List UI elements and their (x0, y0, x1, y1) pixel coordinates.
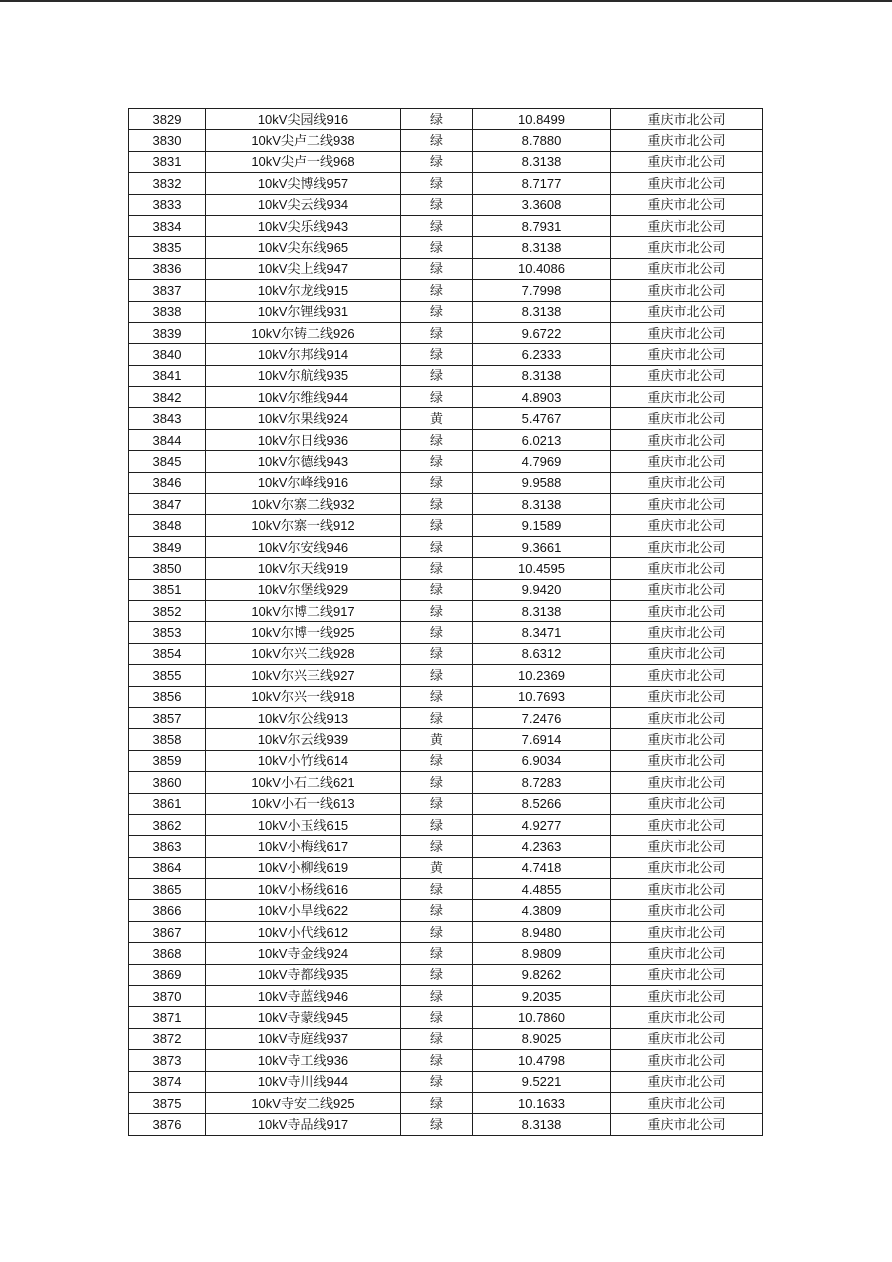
company-cell: 重庆市北公司 (611, 151, 763, 172)
line-name-cell: 10kV寺川线944 (206, 1071, 401, 1092)
value-cell: 8.3138 (473, 365, 611, 386)
status-cell: 绿 (401, 900, 473, 921)
table-row (129, 836, 763, 857)
table-row (129, 943, 763, 964)
line-name-cell: 10kV尔峰线916 (206, 472, 401, 493)
status-cell: 绿 (401, 558, 473, 579)
value-cell: 8.3138 (473, 301, 611, 322)
table-row (129, 1028, 763, 1049)
line-name-cell: 10kV寺金线924 (206, 943, 401, 964)
row-id-cell: 3841 (129, 365, 206, 386)
value-cell: 8.9809 (473, 943, 611, 964)
company-cell: 重庆市北公司 (611, 109, 763, 130)
row-id-cell: 3858 (129, 729, 206, 750)
row-id-cell: 3855 (129, 665, 206, 686)
table-row (129, 558, 763, 579)
table-row (129, 986, 763, 1007)
status-cell: 绿 (401, 494, 473, 515)
company-cell: 重庆市北公司 (611, 772, 763, 793)
table-row (129, 194, 763, 215)
company-cell: 重庆市北公司 (611, 879, 763, 900)
status-cell: 绿 (401, 943, 473, 964)
line-name-cell: 10kV寺工线936 (206, 1050, 401, 1071)
value-cell: 8.7931 (473, 215, 611, 236)
status-cell: 绿 (401, 130, 473, 151)
line-name-cell: 10kV尔博二线917 (206, 600, 401, 621)
line-name-cell: 10kV小代线612 (206, 921, 401, 942)
table-row (129, 579, 763, 600)
value-cell: 4.9277 (473, 814, 611, 835)
line-name-cell: 10kV小梅线617 (206, 836, 401, 857)
line-name-cell: 10kV尔兴二线928 (206, 643, 401, 664)
row-id-cell: 3835 (129, 237, 206, 258)
company-cell: 重庆市北公司 (611, 215, 763, 236)
table-row (129, 814, 763, 835)
value-cell: 10.2369 (473, 665, 611, 686)
company-cell: 重庆市北公司 (611, 729, 763, 750)
status-cell: 绿 (401, 536, 473, 557)
table-row (129, 1092, 763, 1113)
row-id-cell: 3872 (129, 1028, 206, 1049)
company-cell: 重庆市北公司 (611, 558, 763, 579)
status-cell: 绿 (401, 879, 473, 900)
value-cell: 9.1589 (473, 515, 611, 536)
line-name-cell: 10kV尔兴三线927 (206, 665, 401, 686)
table-row (129, 879, 763, 900)
status-cell: 绿 (401, 109, 473, 130)
company-cell: 重庆市北公司 (611, 494, 763, 515)
row-id-cell: 3864 (129, 857, 206, 878)
value-cell: 6.0213 (473, 429, 611, 450)
value-cell: 10.4086 (473, 258, 611, 279)
company-cell: 重庆市北公司 (611, 1114, 763, 1135)
status-cell: 绿 (401, 665, 473, 686)
value-cell: 4.7418 (473, 857, 611, 878)
table-row (129, 494, 763, 515)
line-name-cell: 10kV小石一线613 (206, 793, 401, 814)
status-cell: 绿 (401, 622, 473, 643)
line-name-cell: 10kV尔云线939 (206, 729, 401, 750)
company-cell: 重庆市北公司 (611, 1071, 763, 1092)
table-row (129, 1050, 763, 1071)
status-cell: 绿 (401, 451, 473, 472)
company-cell: 重庆市北公司 (611, 1092, 763, 1113)
line-name-cell: 10kV寺庭线937 (206, 1028, 401, 1049)
row-id-cell: 3865 (129, 879, 206, 900)
row-id-cell: 3834 (129, 215, 206, 236)
row-id-cell: 3863 (129, 836, 206, 857)
line-name-cell: 10kV尔堡线929 (206, 579, 401, 600)
line-name-cell: 10kV尔德线943 (206, 451, 401, 472)
row-id-cell: 3832 (129, 173, 206, 194)
company-cell: 重庆市北公司 (611, 365, 763, 386)
company-cell: 重庆市北公司 (611, 707, 763, 728)
line-name-cell: 10kV尖博线957 (206, 173, 401, 194)
company-cell: 重庆市北公司 (611, 857, 763, 878)
status-cell: 绿 (401, 921, 473, 942)
company-cell: 重庆市北公司 (611, 322, 763, 343)
row-id-cell: 3847 (129, 494, 206, 515)
company-cell: 重庆市北公司 (611, 943, 763, 964)
value-cell: 4.3809 (473, 900, 611, 921)
value-cell: 10.4595 (473, 558, 611, 579)
value-cell: 10.7860 (473, 1007, 611, 1028)
company-cell: 重庆市北公司 (611, 600, 763, 621)
company-cell: 重庆市北公司 (611, 301, 763, 322)
company-cell: 重庆市北公司 (611, 1007, 763, 1028)
company-cell: 重庆市北公司 (611, 643, 763, 664)
value-cell: 9.2035 (473, 986, 611, 1007)
status-cell: 绿 (401, 1071, 473, 1092)
row-id-cell: 3829 (129, 109, 206, 130)
status-cell: 绿 (401, 237, 473, 258)
table-row (129, 900, 763, 921)
table-row (129, 921, 763, 942)
company-cell: 重庆市北公司 (611, 344, 763, 365)
status-cell: 绿 (401, 579, 473, 600)
status-cell: 绿 (401, 429, 473, 450)
value-cell: 9.9420 (473, 579, 611, 600)
status-cell: 绿 (401, 600, 473, 621)
value-cell: 8.9025 (473, 1028, 611, 1049)
table-row (129, 408, 763, 429)
value-cell: 9.8262 (473, 964, 611, 985)
line-name-cell: 10kV尔兴一线918 (206, 686, 401, 707)
row-id-cell: 3854 (129, 643, 206, 664)
row-id-cell: 3853 (129, 622, 206, 643)
row-id-cell: 3838 (129, 301, 206, 322)
row-id-cell: 3833 (129, 194, 206, 215)
value-cell: 7.6914 (473, 729, 611, 750)
status-cell: 绿 (401, 1007, 473, 1028)
company-cell: 重庆市北公司 (611, 237, 763, 258)
status-cell: 绿 (401, 1028, 473, 1049)
table-row (129, 322, 763, 343)
table-row (129, 600, 763, 621)
company-cell: 重庆市北公司 (611, 964, 763, 985)
company-cell: 重庆市北公司 (611, 793, 763, 814)
company-cell: 重庆市北公司 (611, 451, 763, 472)
row-id-cell: 3849 (129, 536, 206, 557)
row-id-cell: 3866 (129, 900, 206, 921)
line-name-cell: 10kV尔铸二线926 (206, 322, 401, 343)
line-name-cell: 10kV小柳线619 (206, 857, 401, 878)
value-cell: 10.7693 (473, 686, 611, 707)
line-name-cell: 10kV尖东线965 (206, 237, 401, 258)
line-name-cell: 10kV尔寨二线932 (206, 494, 401, 515)
row-id-cell: 3873 (129, 1050, 206, 1071)
table-row (129, 1007, 763, 1028)
table-row (129, 344, 763, 365)
line-name-cell: 10kV尖园线916 (206, 109, 401, 130)
company-cell: 重庆市北公司 (611, 622, 763, 643)
line-name-cell: 10kV寺都线935 (206, 964, 401, 985)
table-row (129, 665, 763, 686)
company-cell: 重庆市北公司 (611, 408, 763, 429)
status-cell: 绿 (401, 344, 473, 365)
table-row (129, 686, 763, 707)
line-name-cell: 10kV尔安线946 (206, 536, 401, 557)
row-id-cell: 3848 (129, 515, 206, 536)
page-top-border (0, 0, 892, 2)
company-cell: 重庆市北公司 (611, 921, 763, 942)
status-cell: 黄 (401, 408, 473, 429)
value-cell: 4.2363 (473, 836, 611, 857)
row-id-cell: 3840 (129, 344, 206, 365)
value-cell: 3.3608 (473, 194, 611, 215)
table-row (129, 772, 763, 793)
status-cell: 黄 (401, 857, 473, 878)
row-id-cell: 3862 (129, 814, 206, 835)
line-name-cell: 10kV尖云线934 (206, 194, 401, 215)
line-name-cell: 10kV尔果线924 (206, 408, 401, 429)
value-cell: 8.3138 (473, 151, 611, 172)
line-name-cell: 10kV寺蒙线945 (206, 1007, 401, 1028)
status-cell: 绿 (401, 472, 473, 493)
company-cell: 重庆市北公司 (611, 429, 763, 450)
value-cell: 8.5266 (473, 793, 611, 814)
line-name-cell: 10kV尔公线913 (206, 707, 401, 728)
value-cell: 10.8499 (473, 109, 611, 130)
status-cell: 绿 (401, 814, 473, 835)
status-cell: 绿 (401, 750, 473, 771)
row-id-cell: 3846 (129, 472, 206, 493)
company-cell: 重庆市北公司 (611, 900, 763, 921)
value-cell: 8.9480 (473, 921, 611, 942)
table-row (129, 536, 763, 557)
table-row (129, 365, 763, 386)
status-cell: 绿 (401, 173, 473, 194)
table-row (129, 130, 763, 151)
company-cell: 重庆市北公司 (611, 750, 763, 771)
company-cell: 重庆市北公司 (611, 258, 763, 279)
table-row (129, 643, 763, 664)
value-cell: 7.7998 (473, 280, 611, 301)
line-name-cell: 10kV寺品线917 (206, 1114, 401, 1135)
company-cell: 重庆市北公司 (611, 579, 763, 600)
status-cell: 绿 (401, 707, 473, 728)
power-line-table (128, 108, 763, 1136)
value-cell: 10.4798 (473, 1050, 611, 1071)
line-name-cell: 10kV尖乐线943 (206, 215, 401, 236)
value-cell: 7.2476 (473, 707, 611, 728)
company-cell: 重庆市北公司 (611, 665, 763, 686)
company-cell: 重庆市北公司 (611, 472, 763, 493)
row-id-cell: 3842 (129, 387, 206, 408)
company-cell: 重庆市北公司 (611, 836, 763, 857)
value-cell: 9.5221 (473, 1071, 611, 1092)
line-name-cell: 10kV尔日线936 (206, 429, 401, 450)
row-id-cell: 3859 (129, 750, 206, 771)
table-row (129, 515, 763, 536)
row-id-cell: 3869 (129, 964, 206, 985)
status-cell: 绿 (401, 515, 473, 536)
power-line-table-body (129, 109, 763, 1136)
company-cell: 重庆市北公司 (611, 130, 763, 151)
table-row (129, 429, 763, 450)
table-row (129, 173, 763, 194)
value-cell: 9.3661 (473, 536, 611, 557)
table-row (129, 258, 763, 279)
row-id-cell: 3844 (129, 429, 206, 450)
value-cell: 4.4855 (473, 879, 611, 900)
status-cell: 绿 (401, 365, 473, 386)
status-cell: 绿 (401, 964, 473, 985)
status-cell: 绿 (401, 986, 473, 1007)
table-row (129, 729, 763, 750)
line-name-cell: 10kV寺安二线925 (206, 1092, 401, 1113)
row-id-cell: 3836 (129, 258, 206, 279)
table-row (129, 109, 763, 130)
status-cell: 绿 (401, 1092, 473, 1113)
row-id-cell: 3830 (129, 130, 206, 151)
table-row (129, 472, 763, 493)
row-id-cell: 3861 (129, 793, 206, 814)
company-cell: 重庆市北公司 (611, 1050, 763, 1071)
table-row (129, 1071, 763, 1092)
value-cell: 8.3138 (473, 1114, 611, 1135)
company-cell: 重庆市北公司 (611, 173, 763, 194)
status-cell: 绿 (401, 301, 473, 322)
company-cell: 重庆市北公司 (611, 814, 763, 835)
row-id-cell: 3870 (129, 986, 206, 1007)
status-cell: 绿 (401, 322, 473, 343)
table-row (129, 151, 763, 172)
status-cell: 绿 (401, 151, 473, 172)
table-row (129, 857, 763, 878)
value-cell: 9.9588 (473, 472, 611, 493)
company-cell: 重庆市北公司 (611, 986, 763, 1007)
line-name-cell: 10kV尖卢一线968 (206, 151, 401, 172)
row-id-cell: 3852 (129, 600, 206, 621)
row-id-cell: 3860 (129, 772, 206, 793)
line-name-cell: 10kV尔锂线931 (206, 301, 401, 322)
row-id-cell: 3839 (129, 322, 206, 343)
value-cell: 8.6312 (473, 643, 611, 664)
line-name-cell: 10kV尖上线947 (206, 258, 401, 279)
line-name-cell: 10kV小杨线616 (206, 879, 401, 900)
value-cell: 5.4767 (473, 408, 611, 429)
row-id-cell: 3856 (129, 686, 206, 707)
value-cell: 8.3138 (473, 237, 611, 258)
value-cell: 10.1633 (473, 1092, 611, 1113)
line-name-cell: 10kV寺蓝线946 (206, 986, 401, 1007)
table-row (129, 387, 763, 408)
value-cell: 8.7283 (473, 772, 611, 793)
company-cell: 重庆市北公司 (611, 515, 763, 536)
status-cell: 绿 (401, 772, 473, 793)
status-cell: 绿 (401, 686, 473, 707)
table-row (129, 793, 763, 814)
status-cell: 绿 (401, 194, 473, 215)
line-name-cell: 10kV尔寨一线912 (206, 515, 401, 536)
status-cell: 黄 (401, 729, 473, 750)
line-name-cell: 10kV尔航线935 (206, 365, 401, 386)
table-row (129, 451, 763, 472)
table-row (129, 301, 763, 322)
status-cell: 绿 (401, 1114, 473, 1135)
line-name-cell: 10kV小玉线615 (206, 814, 401, 835)
row-id-cell: 3871 (129, 1007, 206, 1028)
value-cell: 8.3138 (473, 600, 611, 621)
line-name-cell: 10kV小竹线614 (206, 750, 401, 771)
row-id-cell: 3851 (129, 579, 206, 600)
value-cell: 8.3138 (473, 494, 611, 515)
status-cell: 绿 (401, 258, 473, 279)
line-name-cell: 10kV尔龙线915 (206, 280, 401, 301)
company-cell: 重庆市北公司 (611, 536, 763, 557)
row-id-cell: 3868 (129, 943, 206, 964)
value-cell: 8.7177 (473, 173, 611, 194)
value-cell: 9.6722 (473, 322, 611, 343)
status-cell: 绿 (401, 387, 473, 408)
line-name-cell: 10kV尔邦线914 (206, 344, 401, 365)
table-row (129, 707, 763, 728)
line-name-cell: 10kV尔天线919 (206, 558, 401, 579)
row-id-cell: 3831 (129, 151, 206, 172)
table-row (129, 237, 763, 258)
line-name-cell: 10kV尔维线944 (206, 387, 401, 408)
company-cell: 重庆市北公司 (611, 1028, 763, 1049)
line-name-cell: 10kV尖卢二线938 (206, 130, 401, 151)
row-id-cell: 3857 (129, 707, 206, 728)
table-row (129, 964, 763, 985)
row-id-cell: 3845 (129, 451, 206, 472)
row-id-cell: 3874 (129, 1071, 206, 1092)
status-cell: 绿 (401, 793, 473, 814)
line-name-cell: 10kV小石二线621 (206, 772, 401, 793)
company-cell: 重庆市北公司 (611, 387, 763, 408)
row-id-cell: 3876 (129, 1114, 206, 1135)
line-name-cell: 10kV小旱线622 (206, 900, 401, 921)
status-cell: 绿 (401, 280, 473, 301)
status-cell: 绿 (401, 1050, 473, 1071)
value-cell: 8.7880 (473, 130, 611, 151)
value-cell: 6.9034 (473, 750, 611, 771)
table-row (129, 750, 763, 771)
company-cell: 重庆市北公司 (611, 280, 763, 301)
row-id-cell: 3843 (129, 408, 206, 429)
table-row (129, 622, 763, 643)
company-cell: 重庆市北公司 (611, 194, 763, 215)
row-id-cell: 3837 (129, 280, 206, 301)
value-cell: 4.7969 (473, 451, 611, 472)
row-id-cell: 3867 (129, 921, 206, 942)
table-row (129, 280, 763, 301)
table-row (129, 1114, 763, 1135)
table-row (129, 215, 763, 236)
status-cell: 绿 (401, 215, 473, 236)
value-cell: 6.2333 (473, 344, 611, 365)
row-id-cell: 3875 (129, 1092, 206, 1113)
row-id-cell: 3850 (129, 558, 206, 579)
value-cell: 4.8903 (473, 387, 611, 408)
company-cell: 重庆市北公司 (611, 686, 763, 707)
status-cell: 绿 (401, 836, 473, 857)
status-cell: 绿 (401, 643, 473, 664)
line-name-cell: 10kV尔博一线925 (206, 622, 401, 643)
value-cell: 8.3471 (473, 622, 611, 643)
